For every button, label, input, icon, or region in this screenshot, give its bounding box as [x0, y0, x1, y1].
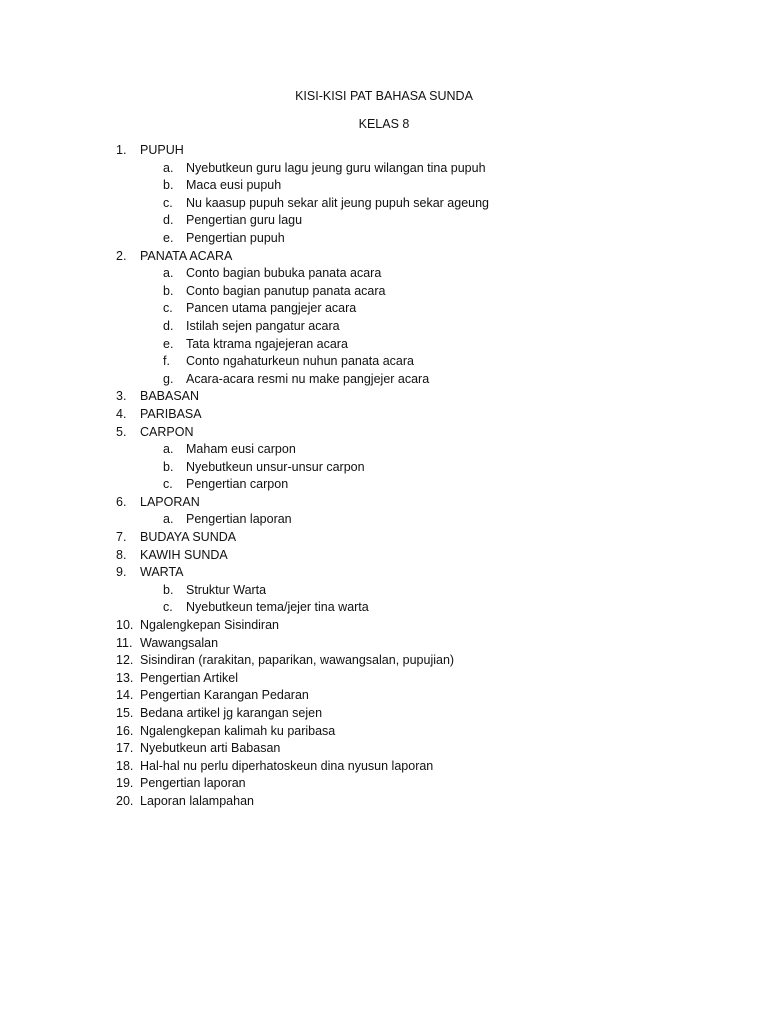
item-text: Hal-hal nu perlu diperhatoskeun dina nyusun laporan [140, 758, 434, 773]
outline-subitem [0, 160, 768, 178]
subitem-text: Pancen utama pangjejer acara [186, 301, 357, 316]
item-number: 6. [116, 494, 127, 509]
item-number: 20. [116, 793, 134, 808]
outline-subitem [0, 336, 768, 354]
outline-item [0, 388, 768, 406]
outline-item [0, 635, 768, 653]
item-text: KAWIH SUNDA [140, 547, 228, 562]
outline-item [0, 406, 768, 424]
item-number: 8. [116, 547, 127, 562]
document-subtitle: KELAS 8 [358, 117, 410, 131]
outline-item [0, 617, 768, 635]
item-text: PANATA ACARA [140, 248, 233, 263]
item-number: 2. [116, 248, 127, 263]
item-text: Ngalengkepan kalimah ku paribasa [140, 723, 336, 738]
item-text: PUPUH [140, 143, 184, 157]
item-text: Pengertian laporan [140, 776, 246, 791]
subitem-letter: b. [163, 459, 174, 474]
outline-subitem [0, 353, 768, 371]
item-number: 15. [116, 706, 134, 720]
subitem-text: Struktur Warta [186, 582, 267, 597]
subitem-letter: e. [163, 336, 174, 351]
item-number: 12. [116, 653, 134, 668]
outline-item [0, 740, 768, 758]
subitem-text: Maham eusi carpon [186, 442, 296, 457]
outline-subitem [0, 582, 768, 600]
outline-item [0, 424, 768, 442]
item-number: 16. [116, 723, 134, 738]
subitem-text: Istilah sejen pangatur acara [186, 318, 340, 333]
subitem-text: Nyebutkeun unsur-unsur carpon [186, 459, 365, 474]
subitem-letter: b. [163, 178, 174, 193]
subitem-text: Nyebutkeun tema/jejer tina warta [186, 600, 369, 615]
outline-item [0, 670, 768, 688]
subitem-text: Pengertian laporan [186, 512, 292, 527]
outline-subitem [0, 318, 768, 336]
outline-subitem [0, 441, 768, 459]
item-text: Pengertian Artikel [140, 670, 238, 685]
item-number: 19. [116, 776, 134, 791]
item-number: 3. [116, 389, 127, 404]
item-text: WARTA [140, 565, 184, 580]
subitem-text: Pengertian guru lagu [186, 213, 303, 228]
outline-subitem [0, 371, 768, 389]
item-number: 11. [116, 635, 133, 650]
item-text: Laporan lalampahan [140, 793, 254, 808]
item-number: 18. [116, 758, 134, 773]
outline-item [0, 723, 768, 741]
subitem-letter: d. [163, 318, 174, 333]
subitem-letter: a. [163, 160, 174, 175]
outline-item [0, 775, 768, 793]
subitem-letter: b. [163, 582, 174, 597]
item-text: Pengertian Karangan Pedaran [140, 688, 309, 703]
outline-subitem [0, 511, 768, 529]
subitem-text: Tata ktrama ngajejeran acara [186, 336, 348, 351]
outline-item [0, 494, 768, 512]
outline-list [0, 142, 768, 811]
outline-subitem [0, 300, 768, 318]
item-text: Sisindiran (rarakitan, paparikan, wawangsalan, pupujian) [140, 653, 455, 668]
item-number: 5. [116, 424, 127, 439]
subitem-text: Conto bagian panutup panata acara [186, 283, 386, 298]
outline-item [0, 652, 768, 670]
subitem-text: Conto bagian bubuka panata acara [186, 266, 382, 281]
subitem-text: Pengertian carpon [186, 477, 289, 492]
subitem-letter: b. [163, 283, 174, 298]
subitem-text: Acara-acara resmi nu make pangjejer acara [186, 371, 430, 386]
subitem-text: Pengertian pupuh [186, 230, 285, 245]
item-text: Nyebutkeun arti Babasan [140, 741, 281, 756]
outline-item [0, 529, 768, 547]
item-number: 9. [116, 565, 127, 580]
outline-subitem [0, 265, 768, 283]
item-text: PARIBASA [140, 406, 202, 421]
outline-subitem [0, 177, 768, 195]
item-text: LAPORAN [140, 494, 200, 509]
outline-subitem [0, 476, 768, 494]
subitem-letter: c. [163, 600, 173, 615]
outline-item [0, 564, 768, 582]
item-number: 4. [116, 406, 127, 421]
outline-item [0, 687, 768, 705]
subitem-letter: c. [163, 195, 173, 210]
subitem-letter: a. [163, 512, 174, 527]
subitem-text: Nu kaasup pupuh sekar alit jeung pupuh sekar ageung [186, 195, 489, 210]
outline-item [0, 142, 768, 160]
item-text: Bedana artikel jg karangan sejen [140, 706, 323, 720]
subitem-text: Conto ngahaturkeun nuhun panata acara [186, 354, 414, 369]
subitem-letter: a. [163, 266, 174, 281]
item-text: CARPON [140, 424, 194, 439]
outline-subitem [0, 195, 768, 213]
subitem-letter: g. [163, 371, 174, 386]
item-number: 7. [116, 530, 127, 545]
outline-item [0, 793, 768, 811]
item-text: BABASAN [140, 389, 200, 404]
subitem-letter: d. [163, 213, 174, 228]
item-number: 1. [116, 143, 127, 157]
outline-subitem [0, 459, 768, 477]
outline-item [0, 547, 768, 565]
item-number: 17. [116, 741, 134, 756]
outline-subitem [0, 230, 768, 248]
subitem-letter: e. [163, 230, 174, 245]
outline-item [0, 705, 768, 723]
outline-subitem [0, 212, 768, 230]
item-number: 13. [116, 670, 134, 685]
subitem-letter: c. [163, 477, 173, 492]
item-text: Wawangsalan [140, 635, 219, 650]
outline-item [0, 248, 768, 266]
item-text: BUDAYA SUNDA [140, 530, 237, 545]
item-number: 14. [116, 688, 134, 703]
item-number: 10. [116, 618, 134, 633]
item-text: Ngalengkepan Sisindiran [140, 618, 279, 633]
subitem-letter: a. [163, 442, 174, 457]
subitem-text: Maca eusi pupuh [186, 178, 282, 193]
subitem-letter: c. [163, 301, 173, 316]
document-title: KISI-KISI PAT BAHASA SUNDA [295, 89, 473, 103]
outline-item [0, 758, 768, 776]
subitem-letter: f. [163, 354, 170, 369]
outline-subitem [0, 283, 768, 301]
outline-subitem [0, 599, 768, 617]
subitem-text: Nyebutkeun guru lagu jeung guru wilangan tina pupuh [186, 160, 486, 175]
